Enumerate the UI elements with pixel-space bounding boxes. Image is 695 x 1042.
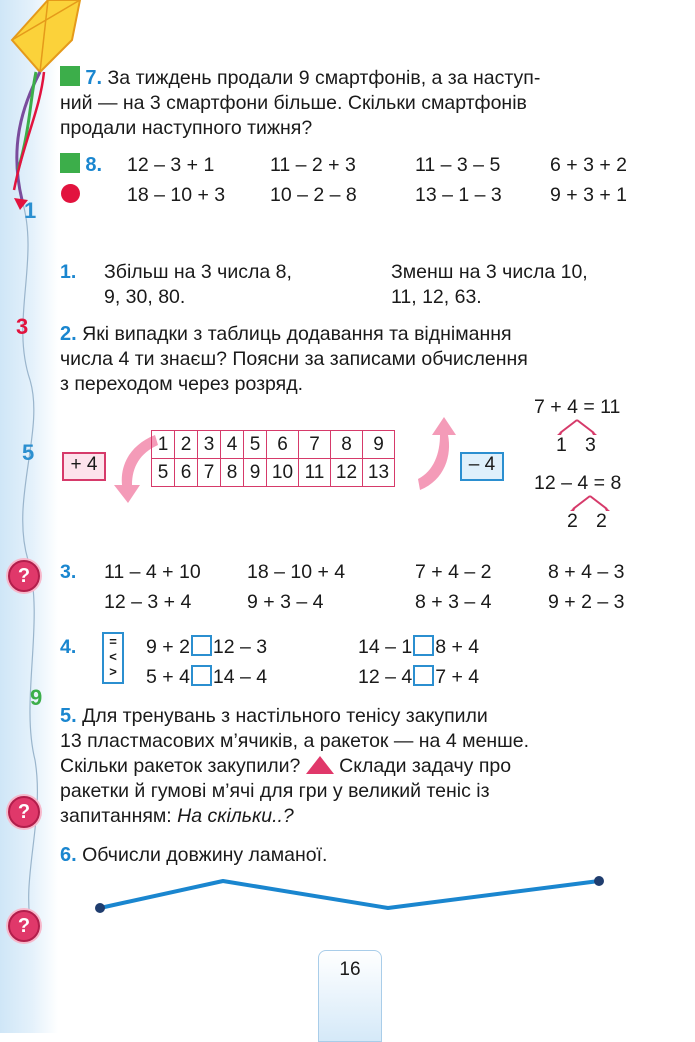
task-text: продали наступного тижня? bbox=[60, 117, 313, 139]
task-number: 6. bbox=[60, 844, 77, 866]
task-5: 5. Для тренувань з настільного тенісу закупили 13 пластмасових м’ячиків, а ракеток — на 4 менше. Скільки ракеток закупили? Склади задачу про ракетки й гумові м’ячі для гри у великий теніс із запитанням: На скільки..? bbox=[60, 705, 530, 827]
table-cell: 7 bbox=[198, 459, 221, 487]
green-square-icon bbox=[60, 153, 80, 173]
table-cell: 12 bbox=[331, 459, 363, 487]
expression: 9 + 3 – 4 bbox=[247, 591, 324, 613]
answer-box[interactable] bbox=[191, 635, 212, 656]
split-digit: 2 bbox=[567, 510, 578, 532]
task-number: 7. bbox=[85, 67, 103, 89]
side-number-3: 3 bbox=[16, 314, 29, 339]
question-icon: ? bbox=[8, 560, 40, 592]
polyline-figure bbox=[90, 870, 610, 920]
addition-table bbox=[151, 430, 395, 487]
table-cell: 8 bbox=[221, 459, 244, 487]
red-dot-icon bbox=[61, 184, 80, 203]
table-cell: 13 bbox=[363, 459, 395, 487]
expression: 12 – 3 + 1 bbox=[127, 154, 215, 176]
table-cell: 1 bbox=[152, 431, 175, 459]
table-cell: 5 bbox=[152, 459, 175, 487]
table-cell: 5 bbox=[244, 431, 267, 459]
table-row bbox=[152, 459, 395, 487]
task-text: ний — на 3 смартфони більше. Скільки смартфонів bbox=[60, 92, 527, 114]
expression: 7 + 4 – 2 bbox=[415, 561, 492, 583]
split-digit: 3 bbox=[585, 434, 596, 456]
split-digit: 1 bbox=[556, 434, 567, 456]
example-equation: 7 + 4 = 11 bbox=[534, 396, 621, 418]
table-cell: 4 bbox=[221, 431, 244, 459]
side-number-1: 1 bbox=[24, 198, 37, 223]
answer-box[interactable] bbox=[413, 665, 434, 686]
table-cell: 9 bbox=[363, 431, 395, 459]
example-equation: 12 – 4 = 8 bbox=[534, 472, 622, 494]
expression: 11 – 2 + 3 bbox=[270, 154, 356, 176]
task-1-left: Збільш на 3 числа 8, 9, 30, 80. bbox=[104, 261, 292, 308]
expression: 11 – 3 – 5 bbox=[415, 154, 501, 176]
comparison-row: 14 – 1 8 + 4 bbox=[358, 636, 480, 658]
expression: 6 + 3 + 2 bbox=[550, 154, 627, 176]
expression: 11 – 4 + 10 bbox=[104, 561, 201, 583]
task-2: 2. Які випадки з таблиць додавання та віднімання числа 4 ти знаєш? Поясни за записами обчислення з переходом через розряд. bbox=[60, 323, 528, 395]
comparison-signs-box: = < > bbox=[102, 632, 124, 684]
task-6: 6. Обчисли довжину ламаної. bbox=[60, 844, 328, 866]
table-cell: 6 bbox=[267, 431, 299, 459]
task-number: 3. bbox=[60, 561, 77, 583]
task-8-number: 8. bbox=[60, 153, 102, 178]
page-number-tab bbox=[318, 950, 382, 1042]
side-number-5: 5 bbox=[22, 440, 35, 465]
table-cell: 2 bbox=[175, 431, 198, 459]
table-cell: 10 bbox=[267, 459, 299, 487]
expression: 18 – 10 + 4 bbox=[247, 561, 346, 583]
task-text: За тиждень продали 9 смартфонів, а за наступ- bbox=[107, 67, 541, 89]
expression: 18 – 10 + 3 bbox=[127, 184, 226, 206]
green-square-icon bbox=[60, 66, 80, 86]
table-cell: 11 bbox=[299, 459, 331, 487]
table-cell: 7 bbox=[299, 431, 331, 459]
expression: 9 + 2 – 3 bbox=[548, 591, 625, 613]
expression: 10 – 2 – 8 bbox=[270, 184, 357, 206]
minus-4-box: – 4 bbox=[460, 452, 504, 481]
expression: 9 + 3 + 1 bbox=[550, 184, 627, 206]
task-1-right: Зменш на 3 числа 10, 11, 12, 63. bbox=[391, 261, 588, 308]
task-7 bbox=[60, 66, 638, 141]
answer-box[interactable] bbox=[191, 665, 212, 686]
expression: 8 + 4 – 3 bbox=[548, 561, 625, 583]
table-cell: 3 bbox=[198, 431, 221, 459]
split-digit: 2 bbox=[596, 510, 607, 532]
expression: 8 + 3 – 4 bbox=[415, 591, 492, 613]
task-number: 5. bbox=[60, 705, 77, 727]
table-cell: 8 bbox=[331, 431, 363, 459]
task-number: 1. bbox=[60, 261, 77, 283]
comparison-row: 5 + 4 14 – 4 bbox=[146, 666, 268, 688]
triangle-icon bbox=[306, 756, 334, 774]
side-number-9: 9 bbox=[30, 685, 43, 710]
answer-box[interactable] bbox=[413, 635, 434, 656]
table-cell: 6 bbox=[175, 459, 198, 487]
task-number: 2. bbox=[60, 323, 77, 345]
page-number: 16 bbox=[339, 959, 361, 980]
expression: 12 – 3 + 4 bbox=[104, 591, 192, 613]
expression: 13 – 1 – 3 bbox=[415, 184, 502, 206]
comparison-row: 9 + 2 12 – 3 bbox=[146, 636, 268, 658]
task-number: 4. bbox=[60, 636, 77, 658]
table-row bbox=[152, 431, 395, 459]
comparison-row: 12 – 4 7 + 4 bbox=[358, 666, 480, 688]
question-icon: ? bbox=[8, 910, 40, 942]
table-cell: 9 bbox=[244, 459, 267, 487]
question-icon: ? bbox=[8, 796, 40, 828]
plus-4-box: + 4 bbox=[62, 452, 106, 481]
